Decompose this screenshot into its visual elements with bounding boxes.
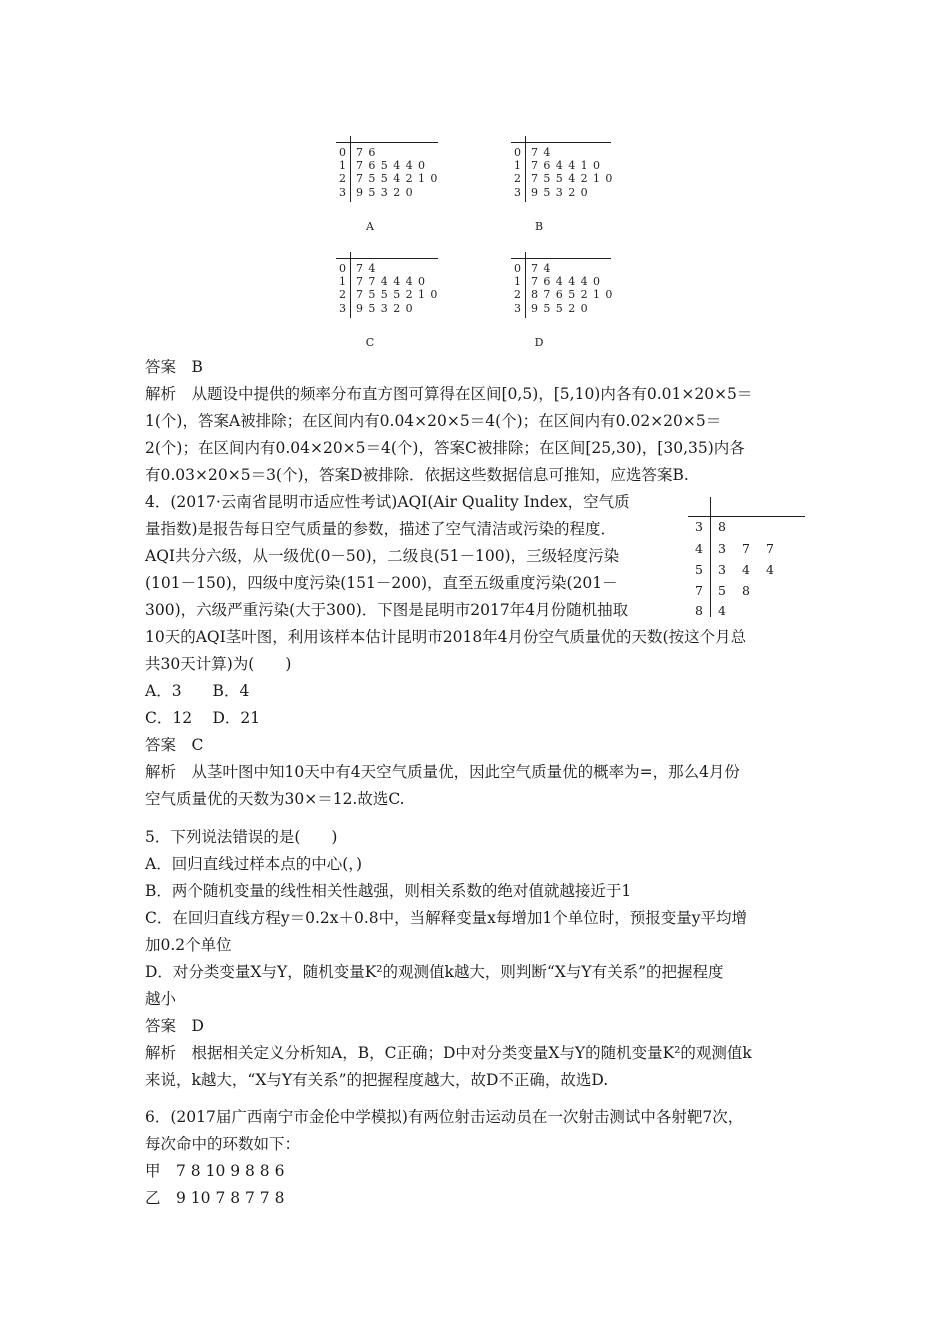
q5-stem: 5．下列说法错误的是( ) [145,828,338,846]
leaves: 74 774440 7555210 95320 [356,262,443,315]
q6-stem-line1: 6．(2017届广西南宁市金伦中学模拟)有两位射击运动员在一次射击测试中各射靶7次， [145,1108,744,1126]
q4-analysis-line: 空气质量优的天数为30×＝12.故选C. [145,790,405,808]
q4-stem-line: AQI共分六级，从一级优(0－50)，二级良(51－100)，三级轻度污染 [145,547,620,565]
q4-options-ab: A．3 B．4 [145,682,250,700]
q4-options-cd: C．12 D．21 [145,709,261,727]
q6-yi-scores: 乙 9 10 7 8 7 7 8 [145,1189,285,1207]
q6-stem-line2: 每次命中的环数如下： [145,1135,301,1153]
q4-stem-line: 量指数)是报告每日空气质量的参数，描述了空气清洁或污染的程度． [145,520,617,538]
q4-answer: 答案 C [145,736,204,754]
q6-jia-scores: 甲 7 8 10 9 8 8 6 [145,1162,285,1180]
q5-option-d-line1: D．对分类变量X与Y，随机变量K²的观测值k越大，则判断“X与Y有关系”的把握程度 [145,963,724,981]
q4-stem-line: 共30天计算)为( ) [145,655,292,673]
option-caption: B [534,220,544,233]
stems: 0 1 2 3 [339,262,346,315]
q3-answer: 答案 B [145,358,203,376]
aqi-stem-leaf-plot: 3 8 4 3 7 7 5 3 4 4 7 5 8 8 4 [688,497,808,617]
stems: 0 1 2 3 [514,262,521,315]
q4-stem-line: (101－150)，四级中度污染(151－200)，直至五级重度污染(201－ [145,574,618,592]
stems: 0 1 2 3 [514,146,521,199]
option-caption: D [534,336,544,349]
q3-analysis-line: 1(个)，答案A被排除；在区间内有0.04×20×5＝4(个)；在区间内有0.02×20×5＝ [145,412,722,430]
q5-option-a: A．回归直线过样本点的中心(，) [145,855,363,873]
q4-analysis-line: 解析 从茎叶图中知10天中有4天空气质量优，因此空气质量优的概率为=，那么4月份 [145,763,740,781]
q5-option-d-line2: 越小 [145,990,177,1008]
leaves: 74 764440 8765210 95520 [531,262,618,315]
stems: 0 1 2 3 [339,146,346,199]
q5-answer: 答案 D [145,1017,204,1035]
q5-option-c-line1: C．在回归直线方程y＝0.2x＋0.8中，当解释变量x每增加1个单位时，预报变量y平均增 [145,909,748,927]
option-caption: C [365,336,375,349]
q5-option-b: B．两个随机变量的线性相关性越强，则相关系数的绝对值就越接近于1 [145,882,632,900]
leaves: 76 765440 7554210 95320 [356,146,443,199]
q5-option-c-line2: 加0.2个单位 [145,936,232,954]
q5-analysis-line2: 来说，k越大，“X与Y有关系”的把握程度越大，故D不正确，故选D. [145,1071,609,1089]
q5-analysis-line1: 解析 根据相关定义分析知A，B，C正确；D中对分类变量X与Y的随机变量K²的观测值k [145,1044,752,1062]
q3-analysis-line: 有0.03×20×5＝3(个)，答案D被排除．依据这些数据信息可推知，应选答案B. [145,466,689,484]
q4-stem-line: 4．(2017·云南省昆明市适应性考试)AQI(Air Quality Index，空气质 [145,493,630,511]
q4-stem-line: 300)，六级严重污染(大于300)．下图是昆明市2017年4月份随机抽取 [145,601,629,619]
q3-analysis-line: 2(个)；在区间内有0.04×20×5＝4(个)，答案C被排除；在区间[25,30)，[30,35)内各 [145,439,745,457]
leaves: 74 764410 7554210 95320 [531,146,618,199]
q3-analysis-line: 解析 从题设中提供的频率分布直方图可算得在区间[0,5)，[5,10)内各有0.01×20×5＝ [145,385,753,403]
option-caption: A [366,220,374,233]
q4-stem-line: 10天的AQI茎叶图，利用该样本估计昆明市2018年4月份空气质量优的天数(按这个月总 [145,628,747,646]
